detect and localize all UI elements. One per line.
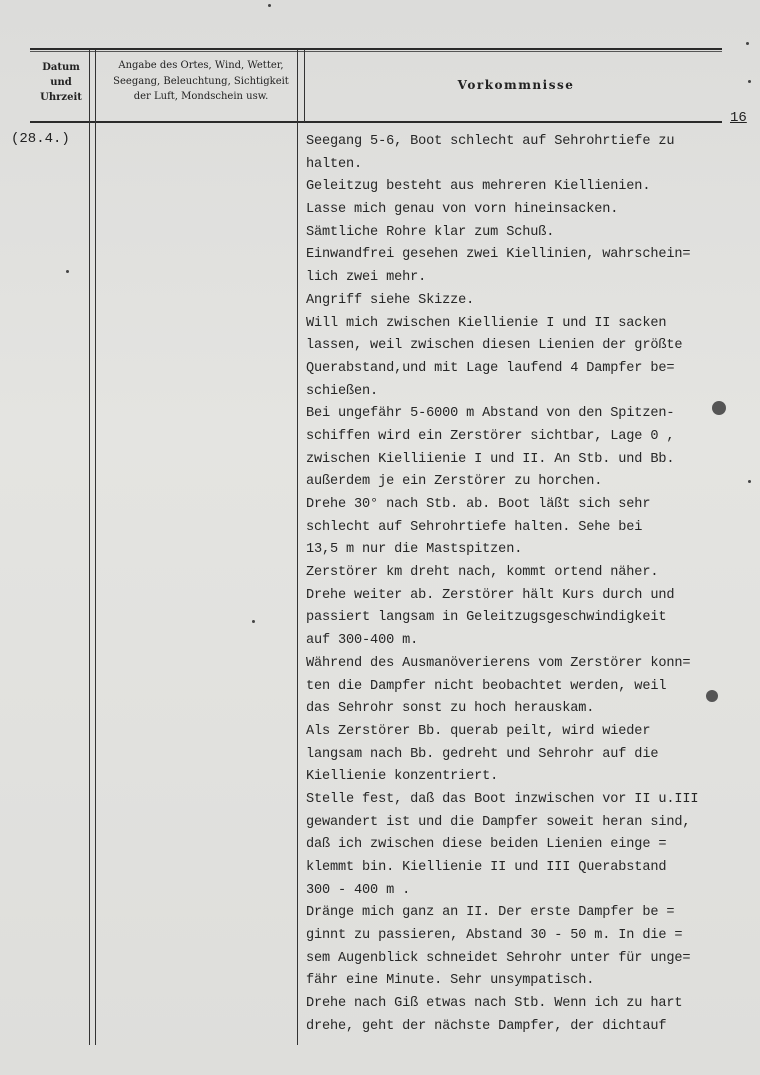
log-line: Dränge mich ganz an II. Der erste Dampfer be =	[306, 905, 675, 921]
log-line: Kiellienie konzentriert.	[306, 769, 499, 785]
log-line: Als Zerstörer Bb. querab peilt, wird wieder	[306, 723, 651, 739]
column-divider-2	[95, 50, 96, 1045]
log-line: langsam nach Bb. gedreht und Sehrohr auf die	[306, 746, 659, 762]
punch-hole	[712, 401, 726, 415]
log-entries	[306, 131, 756, 1039]
log-line: daß ich zwischen diese beiden Lienien einge =	[306, 837, 667, 853]
log-line: Seegang 5-6, Boot schlecht auf Sehrohrtiefe zu	[306, 134, 675, 149]
entry-date: (28.4.)	[11, 131, 70, 147]
log-line: Will mich zwischen Kiellienie I und II sacken	[306, 315, 667, 331]
log-line: Drehe weiter ab. Zerstörer hält Kurs durch und	[306, 587, 675, 603]
header-angabe	[98, 58, 304, 105]
column-divider-3	[297, 50, 298, 1045]
punch-hole	[706, 690, 718, 702]
header-angabe-line: Angabe des Ortes, Wind, Wetter,	[118, 60, 284, 71]
log-line: 13,5 m nur die Mastspitzen.	[306, 542, 523, 558]
header-datum-line: Uhrzeit	[40, 92, 82, 103]
top-rule-thin	[30, 51, 722, 52]
log-line: schlecht auf Sehrohrtiefe halten. Sehe bei	[306, 519, 643, 535]
log-line: Angriff siehe Skizze.	[306, 292, 475, 308]
log-line: schiffen wird ein Zerstörer sichtbar, Lage 0 ,	[306, 428, 675, 444]
log-line: ten die Dampfer nicht beobachtet werden, weil	[306, 678, 667, 694]
log-line: Drehe nach Giß etwas nach Stb. Wenn ich zu hart	[306, 996, 683, 1012]
log-line: passiert langsam in Geleitzugsgeschwindigkeit	[306, 610, 667, 626]
log-line: Sämtliche Rohre klar zum Schuß.	[306, 224, 555, 240]
log-line: lassen, weil zwischen diesen Lienien der größte	[306, 338, 683, 354]
page-number: 16	[730, 110, 747, 126]
log-line: Bei ungefähr 5-6000 m Abstand von den Spitzen-	[306, 406, 675, 422]
speck	[268, 4, 271, 7]
speck	[66, 270, 69, 273]
log-line: ginnt zu passieren, Abstand 30 - 50 m. In die =	[306, 928, 683, 944]
speck	[748, 480, 751, 483]
column-divider-3b	[304, 50, 305, 122]
log-line: schießen.	[306, 383, 379, 399]
log-line: Während des Ausmanöverierens vom Zerstörer konn=	[306, 655, 691, 671]
log-line: drehe, geht der nächste Dampfer, der dichtauf	[306, 1018, 667, 1034]
log-line: Drehe 30° nach Stb. ab. Boot läßt sich sehr	[306, 497, 651, 512]
log-line: Einwandfrei gesehen zwei Kiellinien, wahrschein=	[306, 247, 691, 263]
header-angabe-line: der Luft, Mondschein usw.	[133, 91, 269, 102]
log-line: halten.	[306, 156, 363, 172]
log-line: fähr eine Minute. Sehr unsympatisch.	[306, 973, 595, 989]
header-vorkommnisse: Vorkommnisse	[457, 78, 575, 92]
log-line: gewandert ist und die Dampfer soweit heran sind,	[306, 814, 691, 830]
header-datum-line: und	[50, 77, 72, 88]
log-line: klemmt bin. Kiellienie II und III Querabstand	[306, 860, 667, 875]
log-line: lich zwei mehr.	[306, 270, 427, 286]
speck	[746, 42, 749, 45]
log-line: Stelle fest, daß das Boot inzwischen vor II u.III	[306, 791, 699, 807]
log-line: das Sehrohr sonst zu hoch herauskam.	[306, 701, 595, 717]
log-line: 300 - 400 m .	[306, 882, 411, 898]
header-datum	[34, 60, 88, 105]
column-divider-1	[89, 50, 90, 1045]
log-line: sem Augenblick schneidet Sehrohr unter für unge=	[306, 950, 691, 966]
header-rule	[30, 121, 722, 123]
log-line: auf 300-400 m.	[306, 633, 419, 649]
log-line: Geleitzug besteht aus mehreren Kiellienien.	[306, 179, 651, 195]
log-line: zwischen Kielliienie I und II. An Stb. und Bb.	[306, 451, 675, 467]
log-line: Querabstand,und mit Lage laufend 4 Dampfer be=	[306, 360, 675, 376]
log-line: außerdem je ein Zerstörer zu horchen.	[306, 474, 603, 490]
log-line: Lasse mich genau von vorn hineinsacken.	[306, 202, 619, 218]
top-rule	[30, 48, 722, 50]
speck	[252, 620, 255, 623]
speck	[748, 80, 751, 83]
header-angabe-line: Seegang, Beleuchtung, Sichtigkeit	[113, 75, 289, 87]
log-line: Zerstörer km dreht nach, kommt ortend näher.	[306, 565, 659, 581]
header-datum-line: Datum	[42, 62, 80, 73]
